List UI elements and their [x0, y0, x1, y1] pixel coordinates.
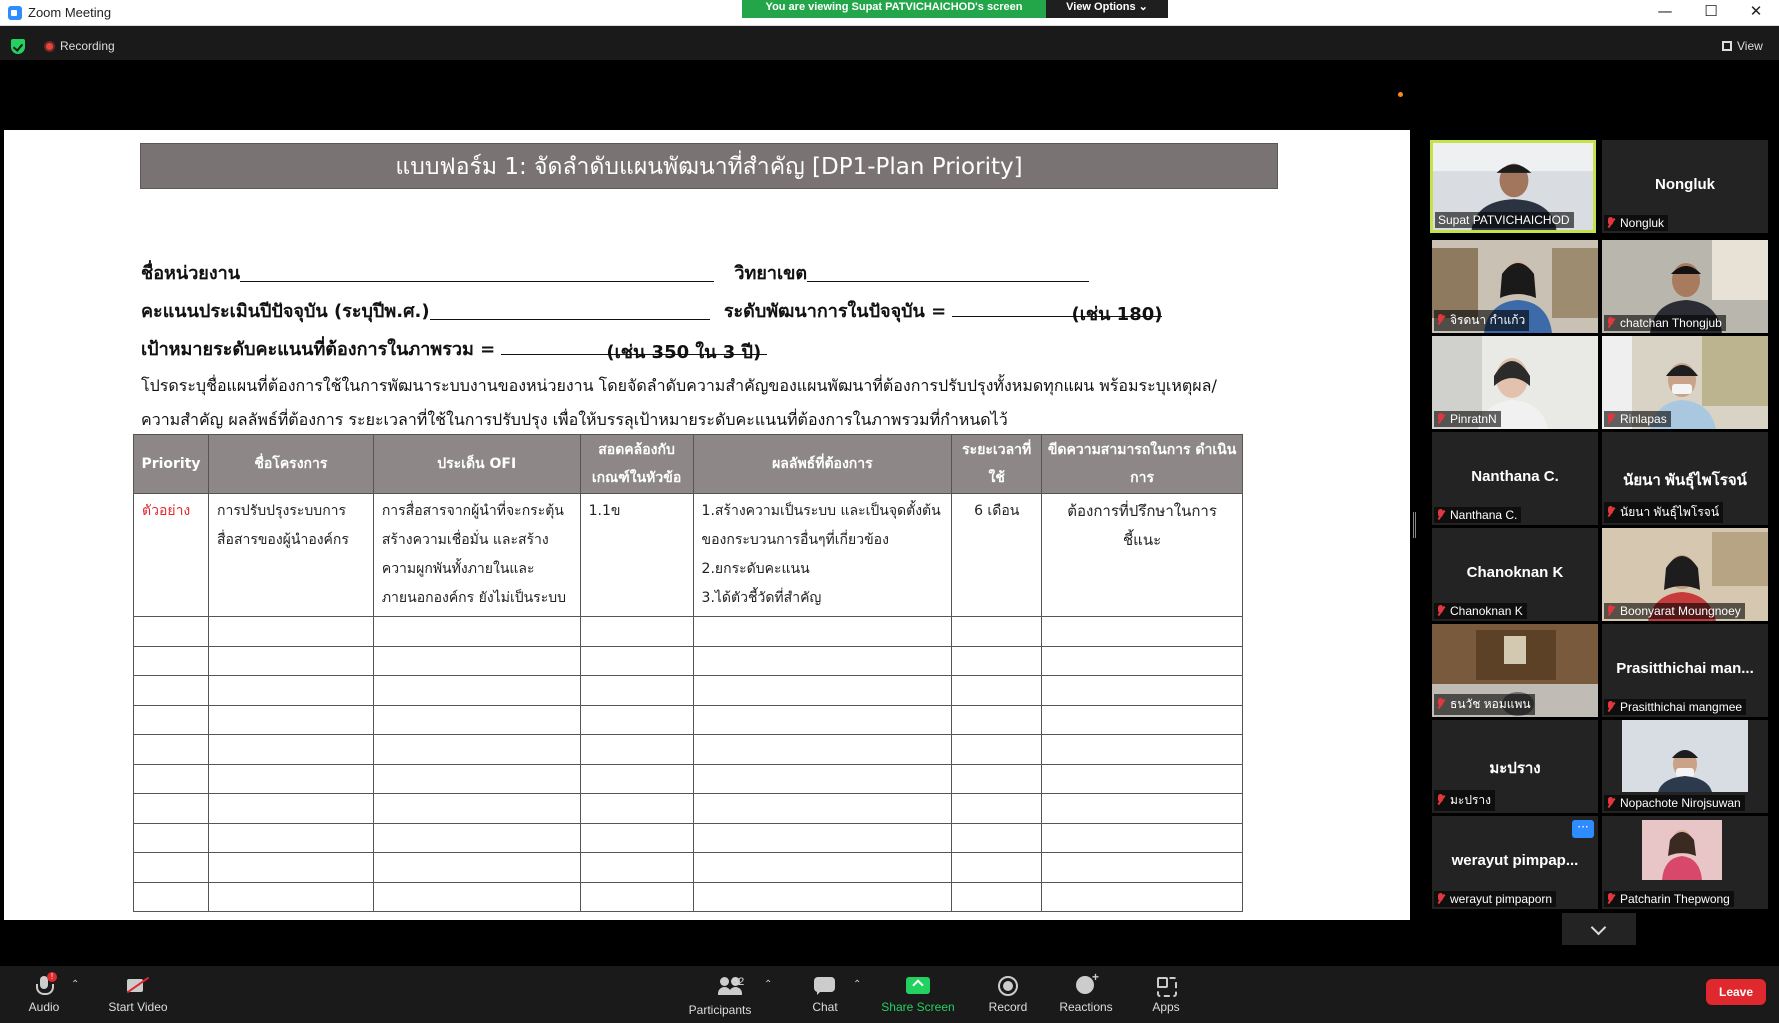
recording-dot-icon	[44, 41, 55, 52]
table-row	[134, 705, 1243, 735]
header-priority: Priority	[134, 435, 209, 494]
participant-name-tag	[1604, 603, 1745, 619]
participant-tile[interactable]	[1432, 432, 1598, 525]
participant-count: 52	[732, 976, 745, 988]
instruction-line-2: ความสำคัญ ผลลัพธ์ที่ต้องการ ระยะเวลาที่ใช้ในการปรับปรุง เพื่อให้บรรลุเป้าหมายระดับคะแนนที่ต้องการในภาพรวมที่กำหนดไว้	[141, 410, 1008, 429]
score-label: คะแนนประเมินปีปัจจุบัน (ระบุปีพ.ศ.)	[141, 301, 430, 322]
table-row	[134, 676, 1243, 706]
participant-tile[interactable]	[1602, 624, 1768, 717]
example-priority: ตัวอย่าง	[134, 494, 209, 617]
muted-mic-icon	[1437, 605, 1445, 616]
view-button[interactable]	[1722, 39, 1763, 53]
participant-display-name: Nanthana C.	[1471, 468, 1559, 485]
unit-label: ชื่อหน่วยงาน	[141, 263, 241, 284]
participant-tile[interactable]	[1602, 720, 1768, 813]
table-header-row	[134, 435, 1243, 494]
participants-label: Participants	[688, 1003, 752, 1017]
share-screen-label: Share Screen	[881, 1000, 955, 1014]
encryption-shield-icon[interactable]	[11, 39, 25, 54]
muted-mic-icon	[1437, 893, 1445, 904]
participant-tile[interactable]	[1432, 720, 1598, 813]
instruction-line-1: โปรดระบุชื่อแผนที่ต้องการใช้ในการพัฒนาระบบงานของหน่วยงาน โดยจัดลำดับความสำคัญของแผนพัฒนาที่ต้องการปรับปรุงทั้งหมดทุกแผน พร้อมระบุเหตุผล/	[141, 376, 1217, 395]
plan-priority-table	[133, 434, 1243, 912]
mic-warning-badge: !	[47, 972, 57, 982]
table-row	[134, 735, 1243, 765]
example-project-line: สื่อสารของผู้นำองค์กร	[216, 532, 349, 548]
participant-name: Patcharin Thepwong	[1620, 892, 1730, 906]
participant-name: Rinlapas	[1620, 412, 1667, 426]
muted-mic-icon	[1607, 217, 1615, 228]
record-label: Record	[988, 1000, 1028, 1014]
participant-display-name: Nongluk	[1655, 176, 1715, 193]
participant-name-tag	[1434, 411, 1501, 427]
participant-name-tag	[1434, 310, 1529, 331]
participant-name: Prasitthichai mangmee	[1620, 700, 1743, 714]
chat-label: Chat	[812, 1000, 838, 1014]
participant-tile[interactable]	[1432, 336, 1598, 429]
chat-icon	[812, 976, 838, 996]
example-project-line: การปรับปรุงระบบการ	[216, 503, 347, 519]
participant-tile[interactable]	[1602, 140, 1768, 233]
example-criteria: 1.1ข	[580, 494, 693, 617]
participant-name-tag	[1434, 790, 1495, 811]
participant-name: Nongluk	[1620, 216, 1665, 230]
participant-name-tag	[1434, 891, 1556, 907]
participant-display-name: werayut pimpap...	[1451, 852, 1579, 869]
audio-button[interactable]	[18, 966, 70, 1023]
participant-name-tag	[1604, 315, 1726, 331]
participant-name: ธนวัช หอมแพน	[1450, 697, 1531, 711]
shared-screen-bottom-bar	[4, 920, 1410, 964]
window-titlebar	[0, 0, 1779, 26]
participant-name-tag	[1604, 891, 1734, 907]
participants-options-caret-icon[interactable]: ⌃	[764, 979, 773, 990]
participant-tile[interactable]	[1432, 528, 1598, 621]
participant-tile[interactable]	[1432, 624, 1598, 717]
muted-mic-icon	[1607, 701, 1615, 712]
campus-blank	[807, 264, 1089, 282]
participant-tile[interactable]	[1430, 140, 1596, 233]
table-row-example	[134, 494, 1243, 617]
participant-name: werayut pimpaporn	[1450, 892, 1553, 906]
score-blank	[430, 302, 710, 320]
muted-mic-icon	[1437, 509, 1445, 520]
participant-name: PinratnN	[1450, 412, 1497, 426]
participant-name: นัยนา พันธุ์ไพโรจน์	[1620, 505, 1720, 519]
example-ofi	[373, 494, 580, 617]
microphone-icon	[31, 972, 57, 996]
audio-options-caret-icon[interactable]: ⌃	[71, 979, 80, 990]
record-icon	[995, 976, 1021, 996]
participant-name: มะปราง	[1450, 793, 1492, 807]
more-options-button[interactable]: ···	[1572, 820, 1594, 838]
example-ofi-line: ความผูกพันทั้งภายในและ	[381, 561, 535, 577]
maximize-icon[interactable]: ☐	[1704, 2, 1718, 20]
table-row	[134, 764, 1243, 794]
level-blank	[952, 299, 1163, 325]
example-result-line: 2.ยกระดับคะแนน	[701, 561, 810, 577]
split-divider-handle[interactable]	[1413, 512, 1416, 538]
muted-mic-icon	[1607, 413, 1615, 424]
example-capability	[1042, 494, 1243, 617]
participant-tile[interactable]	[1602, 240, 1768, 333]
gallery-view-icon	[1722, 41, 1732, 51]
example-duration: 6 เดือน	[952, 494, 1042, 617]
window-title: Zoom Meeting	[28, 5, 112, 20]
participant-name: Nopachote Nirojsuwan	[1620, 796, 1741, 810]
apps-button[interactable]	[1144, 966, 1188, 1023]
record-button[interactable]	[982, 966, 1034, 1023]
header-ofi: ประเด็น OFI	[373, 435, 580, 494]
annotation-indicator-dot	[1398, 92, 1403, 97]
muted-mic-icon	[1437, 794, 1445, 805]
example-result-line: 1.สร้างความเป็นระบบ และเป็นจุดตั้งต้น	[701, 503, 941, 519]
start-video-button[interactable]	[100, 966, 176, 1023]
example-ofi-line: สร้างความเชื่อมั่น และสร้าง	[381, 532, 549, 548]
participant-name-tag	[1434, 507, 1521, 523]
level-label: ระดับพัฒนาการในปัจจุบัน =	[723, 301, 947, 322]
close-icon[interactable]: ✕	[1749, 2, 1763, 20]
participant-display-name: มะปราง	[1489, 760, 1541, 777]
share-screen-icon	[905, 976, 931, 996]
score-line	[141, 296, 1162, 325]
form-heading: แบบฟอร์ม 1: จัดลำดับแผนพัฒนาที่สำคัญ [DP1-Plan Priority]	[140, 143, 1278, 189]
participant-name: Nanthana C.	[1450, 508, 1518, 522]
participant-tile[interactable]	[1602, 816, 1768, 909]
participant-name-tag	[1434, 603, 1527, 619]
header-criteria: สอดคล้องกับ เกณฑ์ในหัวข้อ	[580, 435, 693, 494]
participant-tile[interactable]	[1432, 816, 1598, 909]
example-ofi-line: ภายนอกองค์กร ยังไม่เป็นระบบ	[381, 590, 566, 606]
muted-mic-icon	[1607, 893, 1615, 904]
target-label: เป้าหมายระดับคะแนนที่ต้องการในภาพรวม =	[141, 339, 496, 360]
shared-document	[4, 130, 1410, 920]
example-ofi-line: การสื่อสารจากผู้นำที่จะกระตุ้น	[381, 503, 564, 519]
table-row	[134, 882, 1243, 912]
participant-name-tag	[1434, 694, 1535, 715]
example-result-line: 3.ได้ตัวชี้วัดที่สำคัญ	[701, 590, 822, 606]
header-duration: ระยะเวลาที่ ใช้	[952, 435, 1042, 494]
view-options-button[interactable]: View Options ⌄	[1046, 0, 1168, 18]
participant-name-tag	[1604, 502, 1723, 523]
participant-tile[interactable]	[1602, 336, 1768, 429]
table-row	[134, 823, 1243, 853]
target-blank	[501, 337, 767, 363]
leave-button[interactable]: Leave	[1706, 979, 1766, 1005]
viewing-screen-banner: You are viewing Supat PATVICHAICHOD's screen	[742, 0, 1046, 18]
muted-mic-icon	[1607, 605, 1615, 616]
muted-mic-icon	[1437, 413, 1445, 424]
example-project	[208, 494, 373, 617]
participants-button[interactable]	[680, 966, 760, 1023]
muted-mic-icon	[1607, 317, 1615, 328]
participant-display-name: นัยนา พันธุ์ไพโรจน์	[1623, 472, 1747, 489]
example-capability-line: ต้องการที่ปรึกษาในการ	[1067, 502, 1217, 520]
unit-line	[141, 258, 1089, 287]
participant-tile[interactable]	[1432, 240, 1598, 333]
apps-icon	[1153, 976, 1179, 996]
header-capability: ขีดความสามารถในการ ดำเนินการ	[1042, 435, 1243, 494]
participant-name-tag: Supat PATVICHAICHOD	[1435, 212, 1574, 228]
campus-label: วิทยาเขต	[734, 263, 808, 284]
reactions-icon	[1073, 976, 1099, 996]
share-screen-button[interactable]	[878, 966, 958, 1023]
muted-mic-icon	[1437, 698, 1445, 709]
zoom-app-icon	[8, 6, 22, 20]
chat-options-caret-icon[interactable]: ⌃	[853, 979, 862, 990]
table-row	[134, 794, 1243, 824]
meeting-toolbar	[0, 966, 1779, 1023]
participant-name-tag	[1604, 411, 1671, 427]
recording-label[interactable]: Recording	[60, 39, 115, 53]
example-result	[693, 494, 952, 617]
participant-name: chatchan Thongjub	[1620, 316, 1722, 330]
meeting-top-bar	[0, 26, 1779, 60]
minimize-icon[interactable]: —	[1657, 2, 1673, 20]
video-off-icon	[125, 976, 151, 996]
reactions-label: Reactions	[1059, 1000, 1113, 1014]
level-example: (เช่น 180)	[1071, 304, 1163, 325]
table-row	[134, 853, 1243, 883]
example-capability-line: ชี้แนะ	[1122, 531, 1162, 549]
view-label: View	[1737, 39, 1763, 53]
gallery-scroll-down-button[interactable]	[1562, 913, 1636, 945]
example-result-line: ของกระบวนการอื่นๆที่เกี่ยวข้อง	[701, 532, 889, 548]
start-video-label: Start Video	[108, 1000, 168, 1014]
participant-tile[interactable]	[1602, 432, 1768, 525]
participant-name-tag	[1604, 215, 1668, 231]
apps-label: Apps	[1152, 1000, 1180, 1014]
target-example: (เช่น 350 ใน 3 ปี)	[606, 342, 762, 363]
muted-mic-icon	[1607, 506, 1615, 517]
table-row	[134, 617, 1243, 647]
audio-label: Audio	[28, 1000, 60, 1014]
chat-button[interactable]	[800, 966, 850, 1023]
header-project: ชื่อโครงการ	[208, 435, 373, 494]
reactions-button[interactable]	[1054, 966, 1118, 1023]
participant-name: Chanoknan K	[1450, 604, 1523, 618]
muted-mic-icon	[1437, 314, 1445, 325]
participant-name-tag	[1604, 699, 1746, 715]
participant-display-name: Chanoknan K	[1466, 564, 1564, 581]
target-line	[141, 334, 767, 363]
header-result: ผลลัพธ์ที่ต้องการ	[693, 435, 952, 494]
participant-name: จิรดนา กำแก้ว	[1450, 313, 1526, 327]
muted-mic-icon	[1607, 797, 1615, 808]
participant-name: Boonyarat Moungnoey	[1620, 604, 1741, 618]
participant-name-tag	[1604, 795, 1745, 811]
unit-blank	[240, 264, 714, 282]
table-row	[134, 646, 1243, 676]
participant-display-name: Prasitthichai man...	[1616, 660, 1754, 677]
participant-tile[interactable]	[1602, 528, 1768, 621]
